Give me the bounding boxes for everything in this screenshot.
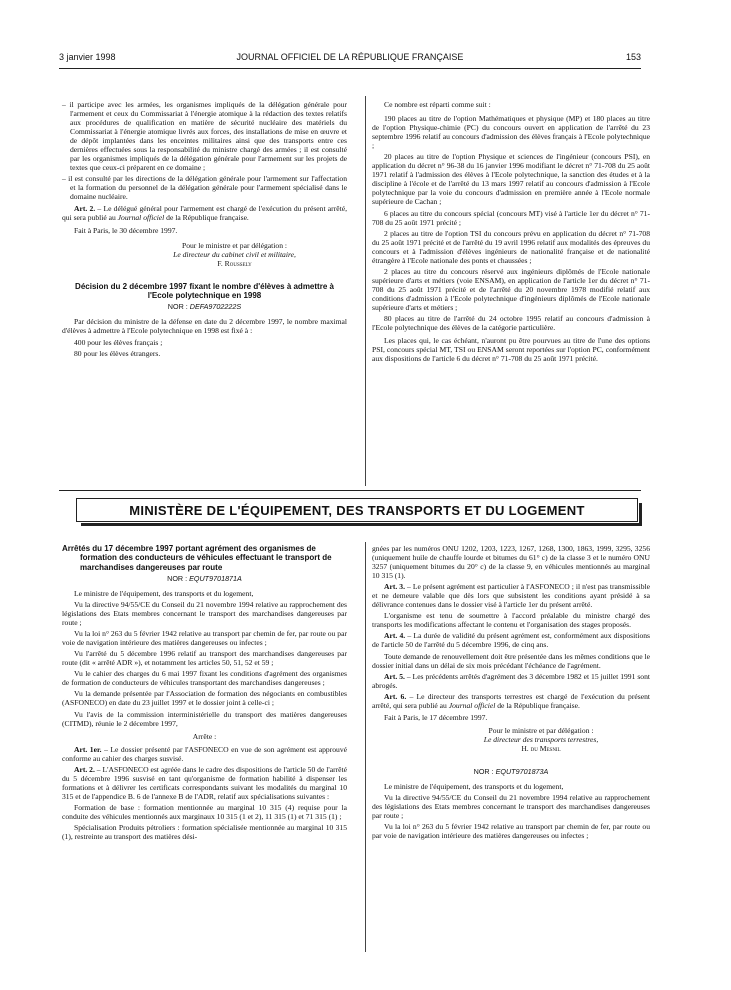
decision-intro: Par décision du ministre de la défense en date du 2 décembre 1997, le nombre maximal d'élèves à admettre à l'Ecole polytechnique en 1998 est fixé à : <box>62 317 347 336</box>
article-label: Art. 4. <box>384 631 406 641</box>
article-6 <box>372 692 650 710</box>
journal-ref: Journal officiel <box>117 212 165 222</box>
paragraph: 6 places au titre du concours spécial (concours MT) visé à l'article 1er du décret n° 71-708 du 25 août 1971 précité ; <box>372 208 650 227</box>
article-3 <box>372 582 650 609</box>
visa: Vu la demande présentée par l'Association de formation des négociants en combustibles (ASFONECO) en date du 23 juillet 1997 et le dossier joint à celle-ci ; <box>62 689 347 708</box>
article-5 <box>372 672 650 690</box>
visa: Vu le cahier des charges du 6 mai 1997 fixant les conditions d'agrément des organismes de formation de conducteurs de véhicules transportant des marchandises dangereuses ; <box>62 669 347 688</box>
paragraph: 20 places au titre de l'option Physique et sciences de l'ingénieur (concours PSI), en application du décret n° 96-38 du 16 janvier 1996 modifiant le décret n° 71-708 du 25 août 1971 relatif à l'admission des élèves à l'Ecole polytechnique, la sanction des études et à la discipline à l'école et de l'arrêté du 13 mars 1997 relatif au concours d'admission à l'Ecole polytechnique par la voie du concours d'admission en première année à l'Ecole normale supérieure de Cachan ; <box>372 152 650 207</box>
signature-name: H. du Mesnil <box>521 743 561 753</box>
ministry-banner: MINISTÈRE DE L'ÉQUIPEMENT, DES TRANSPORTS ET DU LOGEMENT <box>76 498 638 522</box>
article-label: Art. 2. <box>74 203 96 213</box>
article-3-b: L'organisme est tenu de soumettre à l'accord préalable du ministre chargé des transports les modifications affectant le contenu et l'organisation des stages proposés. <box>372 611 650 630</box>
fait-a-paris: Fait à Paris, le 30 décembre 1997. <box>74 225 178 235</box>
article-text-end: de la République française. <box>495 700 580 710</box>
visa: Vu la loi n° 263 du 5 février 1942 relative au transport par chemin de fer, par route ou par voie de navigation intérieure des matières dangereuses ou infectes ; <box>372 822 650 841</box>
journal-title: JOURNAL OFFICIEL DE LA RÉPUBLIQUE FRANÇAISE <box>236 52 464 62</box>
article-label: Art. 1er. <box>74 744 102 754</box>
visa: Vu l'avis de la commission interministérielle du transport des matières dangereuses (CITMD), réunie le 2 décembre 1997, <box>62 709 347 728</box>
article-1 <box>62 745 347 763</box>
dash-item: – il participe avec les armées, les organismes impliqués de la délégation générale pour l'armement et ceux du Commissariat à l'énergie atomique à la rédaction des textes relatifs aux procédures de qualification en matière de sécurité nucléaire des matériels du Commissariat à l'énergie atomique livrés aux forces, des installations de mise en œuvre et de dépôt implantées dans les enceintes militaires ainsi que des transports entre ces dernières effectuées sous la responsabilité du ministre chargé des armées ; il est consulté par les organismes impliqués de la délégation générale pour l'armement sur les projets de textes que ceux-ci préparent en ce domaine ; <box>62 100 347 173</box>
article-label: Art. 5. <box>384 671 405 681</box>
nor-label: NOR : <box>473 766 496 776</box>
article-text: – L'ASFONECO est agréée dans le cadre des dispositions de l'article 50 de l'arrêté du 5 décembre 1996 susvisé en tant qu'organisme de formation habilité à dispenser les formations et à délivrer les certificats correspondants suivant les modalités du marginal 10 315 et de l'appendice B. 6 de l'annexe B de l'ADR, relatif aux spécialisations suivantes : <box>62 764 347 801</box>
upper-left-column <box>62 100 347 360</box>
article-text: – Le présent agrément est particulier à l'ASFONECO ; il n'est pas transmissible et ne demeure valable que dès lors que subsistent les conditions ayant présidé à sa délivrance contenues dans le dossier visé à l'article 1er du présent arrêté. <box>372 582 650 610</box>
page-number: 153 <box>625 52 641 62</box>
article-4 <box>372 631 650 649</box>
signature-intro: Pour le ministre et par délégation : <box>181 240 288 250</box>
article-label: Art. 6. <box>384 691 407 701</box>
paragraph: 80 places au titre de l'arrêté du 24 octobre 1995 relatif au concours d'admission à l'Ecole polytechnique des élèves de la catégorie particulière. <box>372 314 650 333</box>
page-header <box>59 52 641 66</box>
paragraph: 2 places au titre du concours réservé aux ingénieurs diplômés de l'Ecole nationale supérieure d'arts et métiers (voie ENSAM), en application de l'article 1er du décret n° 71-708 du 25 août 1971 précité et de l'arrêté du 20 novembre 1978 modifié relatif aux conditions d'admission à l'Ecole polytechnique d'ingénieurs diplômés de l'Ecole nationale supérieure d'arts et métiers ; <box>372 266 650 312</box>
visa: Vu la directive 94/55/CE du Conseil du 21 novembre 1994 relative au rapprochement des législations des Etats membres concernant le transport des marchandises dangereuses par route ; <box>62 599 347 628</box>
dash-item: – il est consulté par les directions de la délégation générale pour l'armement sur l'affectation et la formation du personnel de la délégation générale pour l'armement spécialisé dans le domaine nucléaire. <box>62 174 347 202</box>
arretes-title: Arrêtés du 17 décembre 1997 portant agrément des organismes de formation des conducteurs de véhicules effectuant le transport de marchandises dangereuses par route <box>62 544 332 572</box>
nor-label: NOR : <box>167 302 190 312</box>
column-divider <box>365 96 366 486</box>
section-rule <box>59 490 641 491</box>
lower-right-column <box>372 544 650 842</box>
nor-code: EQUT9701873A <box>495 766 549 776</box>
nor-code: DEFA9702222S <box>189 302 242 312</box>
visa: Le ministre de l'équipement, des transports et du logement, <box>74 588 254 598</box>
article-text: – Le directeur des transports terrestres est chargé de l'exécution du présent arrêté, qui sera publié au <box>372 691 650 710</box>
nor-code: EQUT9701871A <box>189 573 242 583</box>
decision-foreign: 80 pour les élèves étrangers. <box>74 348 161 358</box>
decision-french: 400 pour les élèves français ; <box>74 337 163 347</box>
signature-name: F. Roussely <box>217 258 252 268</box>
article-2 <box>62 765 347 801</box>
paragraph: Les places qui, le cas échéant, n'auront pu être pourvues au titre de l'une des options PSI, concours spécial MT, TSI ou ENSAM seront reportées sur l'option PC, conformément aux dispositions de l'article 6 du décret n° 71-708 du 25 août 1971 précité. <box>372 336 650 364</box>
article-text: – Le délégué général pour l'armement est chargé de l'exécution du présent arrêté, qui sera publié au <box>62 203 347 222</box>
second-arrete-nor <box>372 767 650 776</box>
article-4-b: Toute demande de renouvellement doit être présentée dans les mêmes conditions que le dossier initial dans un délai de six mois précédant l'échéance de l'agrément. <box>372 651 650 670</box>
article-text: – Les précédents arrêtés d'agrément des 3 décembre 1982 et 15 juillet 1991 sont abrogés. <box>372 671 650 690</box>
journal-ref: Journal officiel <box>448 700 496 710</box>
paragraph: 190 places au titre de l'option Mathématiques et physique (MP) et 180 places au titre de l'option Physique-chimie (PC) du concours ouvert en application de l'arrêté du 23 septembre 1996 relatif au concours d'admission des élèves français à l'Ecole polytechnique ; <box>372 114 650 151</box>
decision-title: Décision du 2 décembre 1997 fixant le nombre d'élèves à admettre à l'Ecole polytechnique en 1998 <box>75 281 334 301</box>
formation-base: Formation de base : formation mentionnée au marginal 10 315 (4) requise pour la conduite des véhicules mentionnés aux marginaux 10 315 (1 et 2), 11 315 (1) et 71 315 (1) ; <box>62 802 347 821</box>
visa: Vu l'arrêté du 5 décembre 1996 relatif au transport des marchandises dangereuses par route (dit « arrêté ADR »), et notamment les articles 50, 51, 52 et 59 ; <box>62 649 347 668</box>
arretes-nor <box>62 574 347 583</box>
header-date: 3 janvier 1998 <box>59 52 116 62</box>
article-text-end: de la République française. <box>164 212 249 222</box>
signature-role: Le directeur du cabinet civil et militaire, <box>173 249 296 259</box>
specialisation-petrol: Spécialisation Produits pétroliers : formation spécialisée mentionnée au marginal 10 315 (1), restreinte au transport des matières dési- <box>62 823 347 842</box>
arrete-label: Arrête : <box>192 731 217 741</box>
article-label: Art. 3. <box>384 582 405 592</box>
header-rule <box>59 68 641 69</box>
paragraph: Ce nombre est réparti comme suit : <box>384 100 491 109</box>
visa: Vu la loi n° 263 du 5 février 1942 relative au transport par chemin de fer, par route ou par voie de navigation intérieure des matières dangereuses ou infectes ; <box>62 629 347 648</box>
article-text: – La durée de validité du présent agrément est, conformément aux dispositions de l'article 50 de l'arrêté du 5 décembre 1996, de cinq ans. <box>372 631 650 650</box>
signature-intro: Pour le ministre et par délégation : <box>488 725 594 735</box>
decision-nor <box>62 302 347 311</box>
signature-role: Le directeur des transports terrestres, <box>483 734 599 744</box>
article-2 <box>62 204 347 222</box>
nor-label: NOR : <box>167 573 190 583</box>
column-divider <box>365 542 366 952</box>
paragraph: 2 places au titre de l'option TSI du concours prévu en application du décret n° 71-708 du 25 août 1971 précité et de l'arrêté du 19 avril 1996 relatif aux modalités des épreuves du concours et à l'admission d'élèves ingénieurs de nationalité française et de nationalité étrangère à l'Ecole nationale des ponts et chaussées ; <box>372 228 650 265</box>
fait-a-paris: Fait à Paris, le 17 décembre 1997. <box>384 712 488 722</box>
article-label: Art. 2. <box>74 764 95 774</box>
lower-left-column <box>62 544 347 843</box>
article-text: – Le dossier présenté par l'ASFONECO en vue de son agrément est approuvé conforme au cahier des charges susvisé. <box>62 744 347 763</box>
visa: Vu la directive 94/55/CE du Conseil du 21 novembre 1994 relative au rapprochement des législations des Etats membres concernant le transport des marchandises dangereuses par route ; <box>372 793 650 821</box>
upper-right-column <box>372 100 650 365</box>
visa: Le ministre de l'équipement, des transports et du logement, <box>384 782 564 792</box>
continuation: gnées par les numéros ONU 1202, 1203, 1223, 1267, 1268, 1300, 1863, 1999, 3295, 3256 (uniquement huile de chauffe lourde et bitumes du 61° c) de la classe 3 et le numéro ONU 3257 (uniquement bitumes du 20° c) de la classe 9, en véhicules mentionnés au marginal 10 315 (1). <box>372 544 650 581</box>
